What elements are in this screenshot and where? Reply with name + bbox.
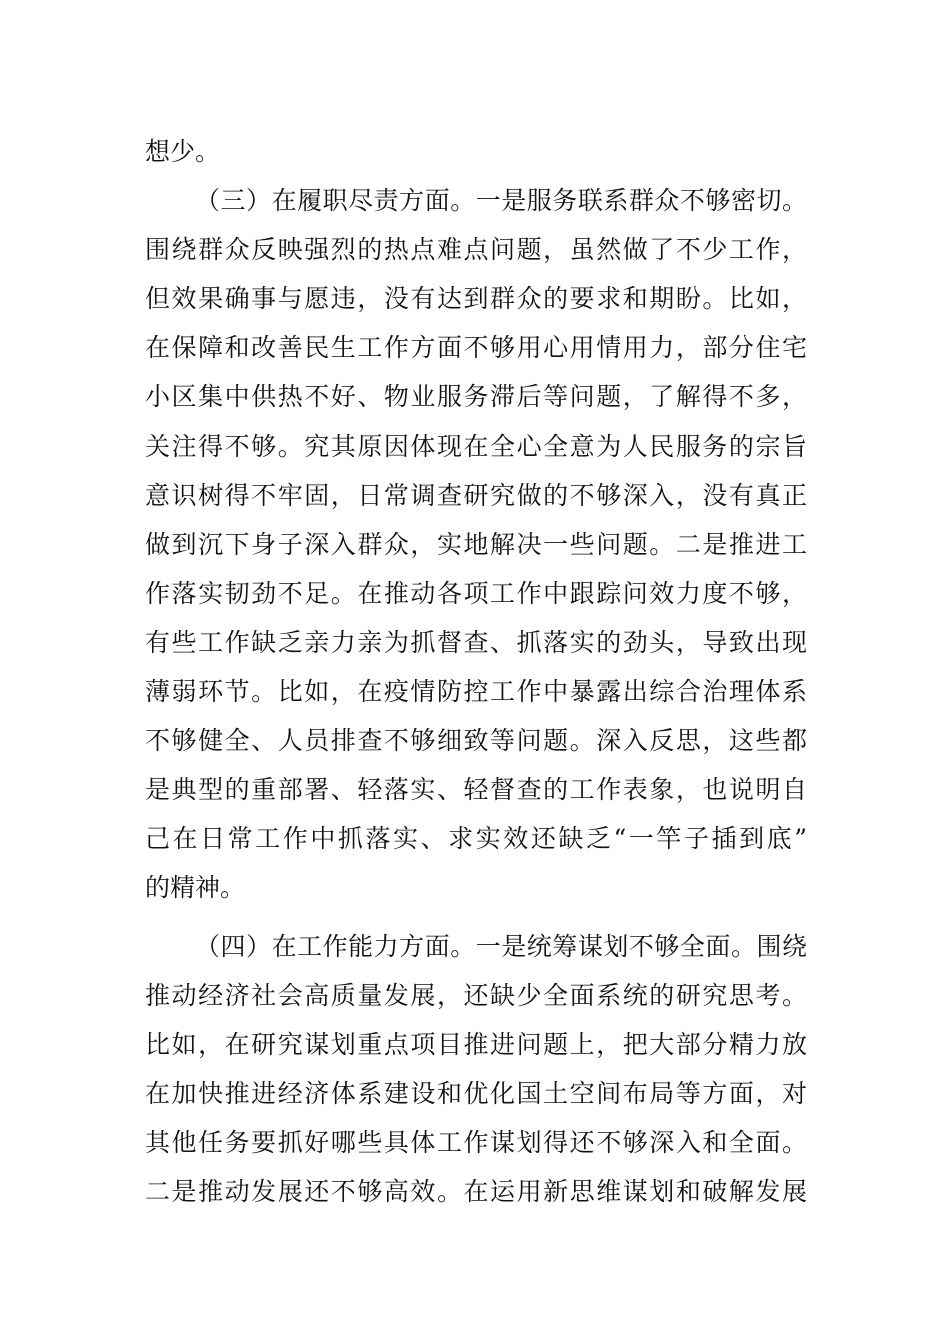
paragraph-line: 是典型的重部署、轻落实、轻督查的工作表象，也说明自 bbox=[145, 775, 807, 804]
paragraph-line: 做到沉下身子深入群众，实地解决一些问题。二是推进工 bbox=[145, 530, 807, 559]
paragraph-line: 在保障和改善民生工作方面不够用心用情用力，部分住宅 bbox=[145, 333, 807, 362]
paragraph-line: 其他任务要抓好哪些具体工作谋划得还不够深入和全面。 bbox=[145, 1128, 807, 1157]
paragraph-line: 比如，在研究谋划重点项目推进问题上，把大部分精力放 bbox=[145, 1030, 807, 1059]
paragraph-line: 有些工作缺乏亲力亲为抓督查、抓落实的劲头，导致出现 bbox=[145, 628, 807, 657]
paragraph-line: 薄弱环节。比如，在疫情防控工作中暴露出综合治理体系 bbox=[145, 677, 807, 706]
paragraph-line: 小区集中供热不好、物业服务滞后等问题，了解得不多， bbox=[145, 382, 807, 411]
paragraph-line: 围绕群众反映强烈的热点难点问题，虽然做了不少工作， bbox=[145, 235, 807, 264]
paragraph-line: 关注得不够。究其原因体现在全心全意为人民服务的宗旨 bbox=[145, 432, 807, 461]
paragraph-line: （四）在工作能力方面。一是统筹谋划不够全面。围绕 bbox=[195, 932, 807, 961]
paragraph-line: 不够健全、人员排查不够细致等问题。深入反思，这些都 bbox=[145, 726, 807, 755]
paragraph-line: 作落实韧劲不足。在推动各项工作中跟踪问效力度不够， bbox=[145, 579, 807, 608]
paragraph-line: 己在日常工作中抓落实、求实效还缺乏“一竿子插到底” bbox=[145, 824, 807, 853]
paragraph-line: 但效果确事与愿违，没有达到群众的要求和期盼。比如， bbox=[145, 284, 807, 313]
paragraph-line: 推动经济社会高质量发展，还缺少全面系统的研究思考。 bbox=[145, 981, 807, 1010]
paragraph-line: 在加快推进经济体系建设和优化国土空间布局等方面，对 bbox=[145, 1079, 807, 1108]
paragraph-line: 意识树得不牢固，日常调查研究做的不够深入，没有真正 bbox=[145, 481, 807, 510]
paragraph-line: （三）在履职尽责方面。一是服务联系群众不够密切。 bbox=[195, 186, 807, 215]
paragraph-line: 二是推动发展还不够高效。在运用新思维谋划和破解发展 bbox=[145, 1177, 807, 1206]
paragraph-line: 想少。 bbox=[145, 137, 221, 166]
paragraph-line: 的精神。 bbox=[145, 873, 246, 902]
